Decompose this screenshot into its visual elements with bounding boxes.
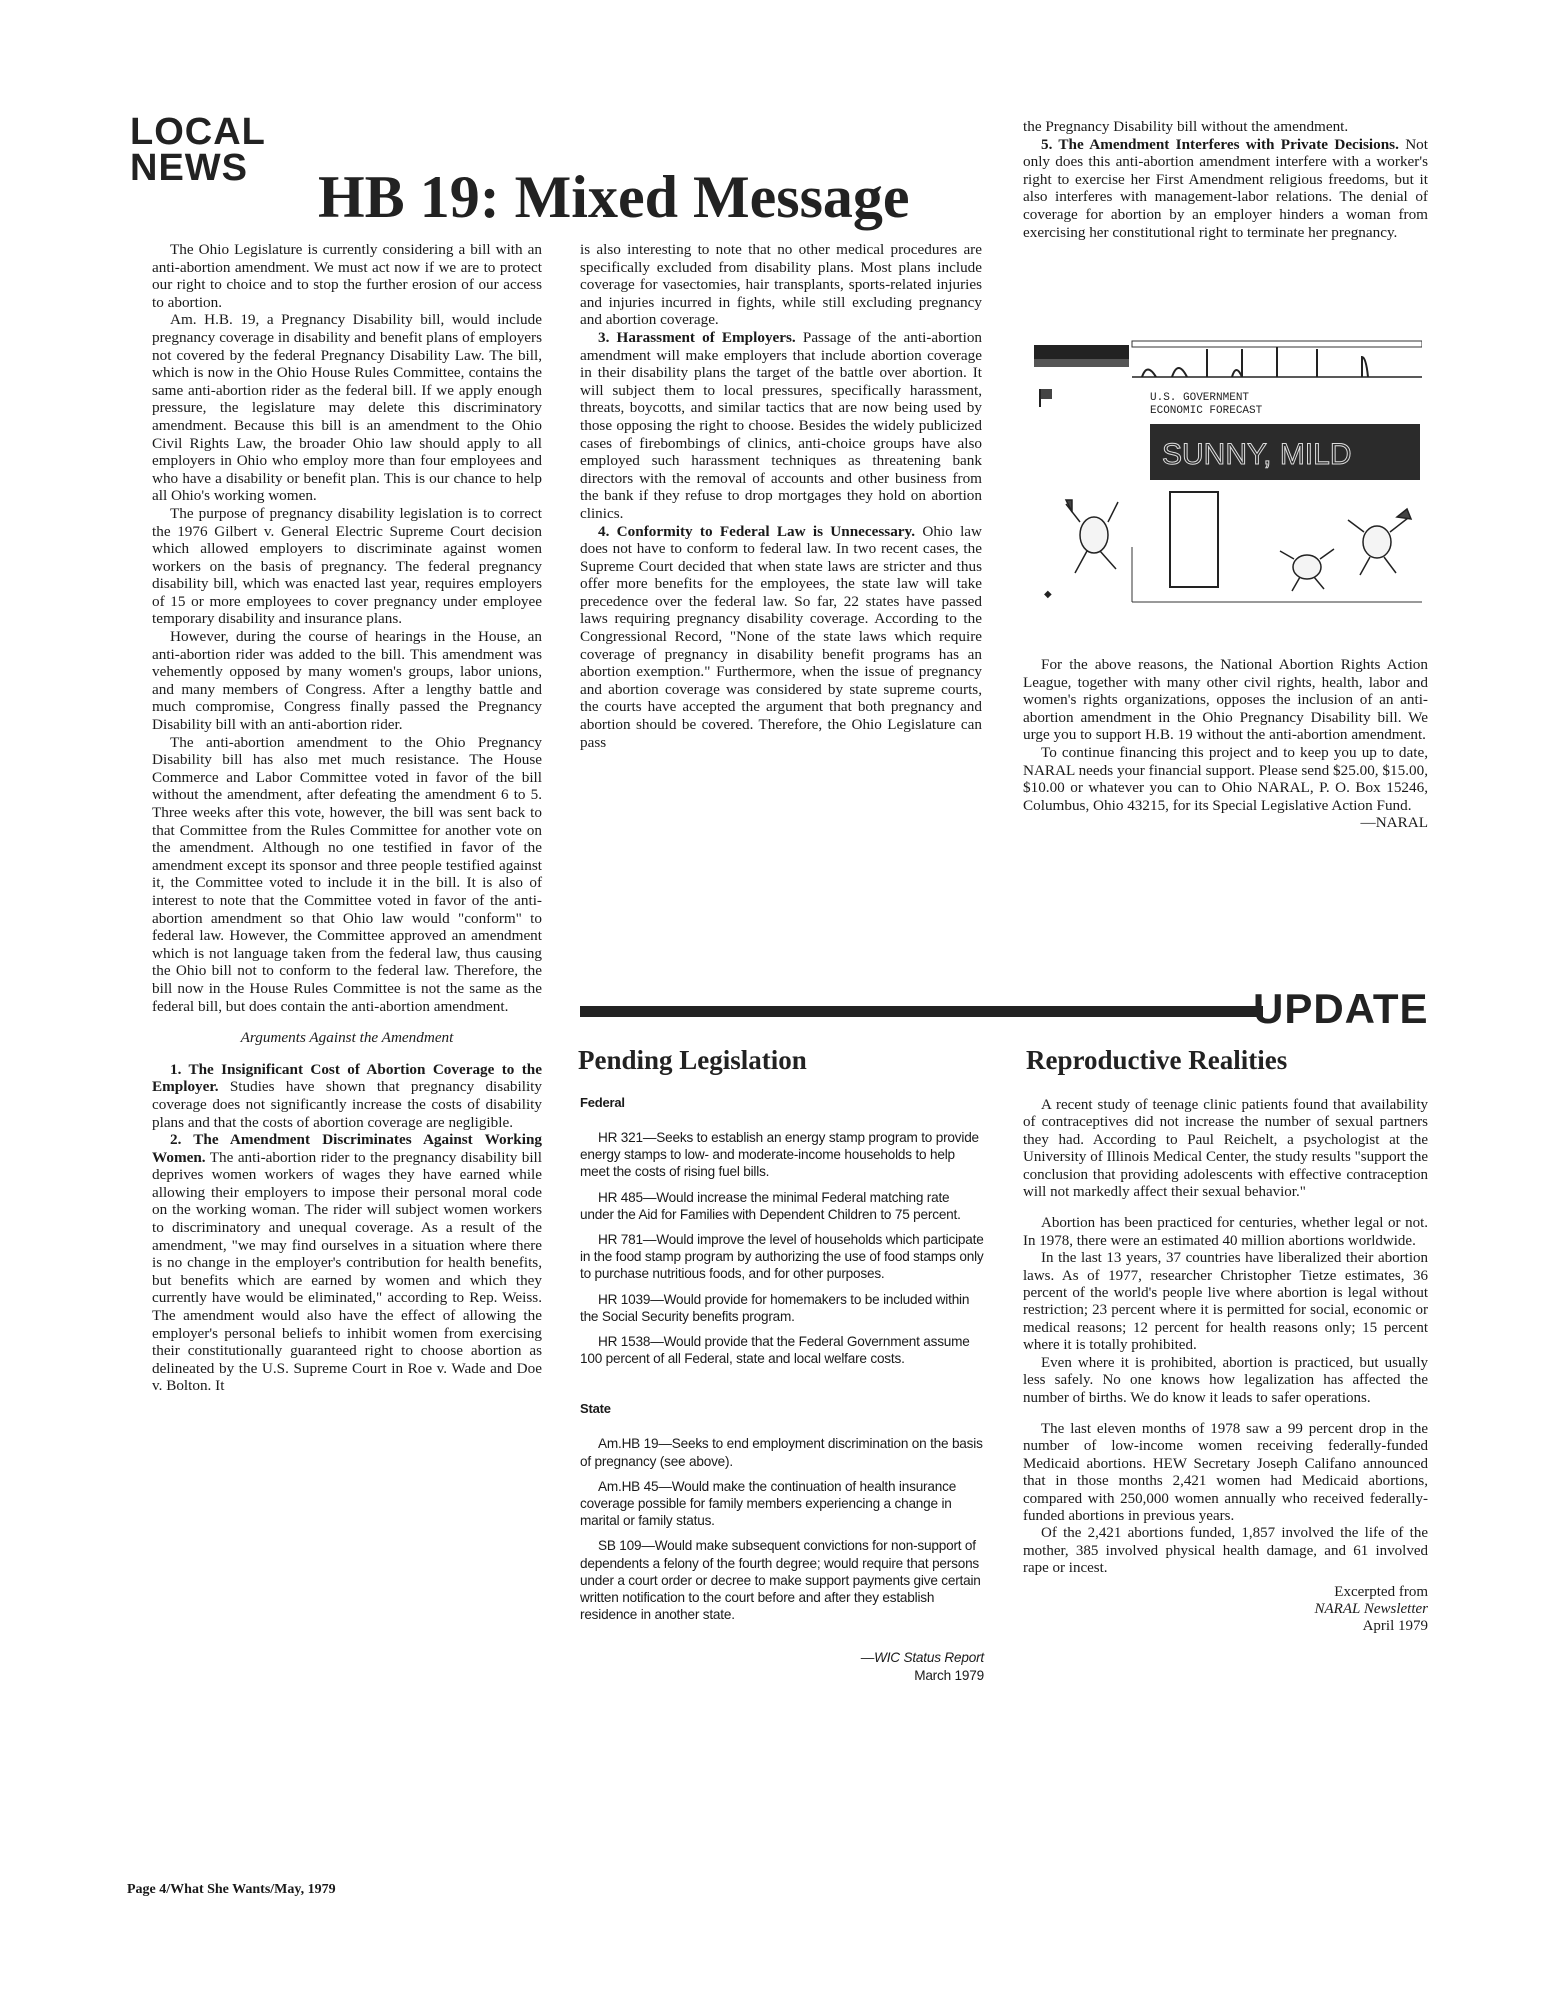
doorway xyxy=(1170,492,1218,587)
argument-body: The anti-abortion rider to the pregnancy disability bill deprives women workers of wages they have earned while allowing their employers to impose their personal moral code on the working woman. The rider will subject women workers to discriminatory and unequal coverage. As a result of the amendment, "we may find ourselves in a situation where there is no change in the employer's contribution for health benefits, but benefits which are earned by women and which they currently have would be eliminated," according to Rep. Weiss. The amendment would also have the effect of allowing the employer's personal beliefs to inhibit women from exercising their constitutionally guaranteed right to choose abortion as delineated by the U.S. Supreme Court in Roe v. Wade and Doe v. Bolton. It xyxy=(152,1148,542,1395)
state-item: Am.HB 45—Would make the continuation of health insurance coverage possible for family members experiencing a change in marital or family status. xyxy=(580,1478,957,1529)
section-label-line2: NEWS xyxy=(130,147,248,189)
paragraph: The last eleven months of 1978 saw a 99 percent drop in the number of low-income women receiving federally-funded Medicaid abortions. HEW Secretary Joseph Califano announced that in those months 2,421 women had Medicaid abortions, compared with 250,000 women annually who received federally-funded abortions in previous years. xyxy=(1023,1420,1428,1524)
paragraph: A recent study of teenage clinic patients found that availability of contraceptives did not increase the number of sexual partners they had. According to Paul Reichelt, a psychologist at the University of Illinois Medical Center, the study results "support the conclusion that providing adolescents with effective contraception will not markedly affect their sexual behavior." xyxy=(1023,1097,1428,1201)
argument-title: 1. The Insignificant Cost of Abortion Coverage to the Employer. xyxy=(152,1060,542,1096)
paragraph: The anti-abortion amendment to the Ohio Pregnancy Disability bill has also met much resistance. The House Commerce and Labor Committee voted in favor of the bill without the amendment, after defeating the amendment 6 to 5. Three weeks after this vote, however, the bill was sent back to that Committee from the Rules Committee for another vote on the amendment. Although no one testified in favor of the amendment except its sponsor and three people testified against it, the Committee voted to include it in the bill. It is also of interest to note that the Committee voted in favor of the anti-abortion amendment so that Ohio law would "conform" to federal law. However, the Committee approved an amendment which is not language taken from the federal law, thus causing the Ohio bill not to conform to the federal law. Therefore, the bill now in the House Rules Committee is not the same as the federal bill, but does contain the anti-abortion amendment. xyxy=(152,733,542,1015)
realities-credit-line2: NARAL Newsletter xyxy=(1314,1600,1428,1617)
forecast-board-text: SUNNY, MILD xyxy=(1162,438,1352,471)
realities-credit-line3: April 1979 xyxy=(1362,1618,1428,1635)
paragraph: Of the 2,421 abortions funded, 1,857 involved the life of the mother, 385 involved physical health damage, and 61 involved rape or incest. xyxy=(1023,1525,1428,1577)
argument-item xyxy=(152,1061,542,1131)
federal-item: HR 321—Seeks to establish an energy stamp program to provide energy stamps to low- and moderate-income households to help meet the costs of rising fuel bills. xyxy=(580,1130,979,1180)
article-column-2 xyxy=(580,241,982,751)
article-column-1 xyxy=(152,241,542,1395)
argument-body: Ohio law does not have to conform to federal law. In two recent cases, the Supreme Court decided that when state laws are stricter and thus offer more benefits for the employees, the state law will take precedence over the federal law. So far, 22 states have passed laws requiring pregnancy disability coverage. According to the Congressional Record, "None of the state laws which require coverage of pregnancy in disability benefit programs has an abortion exemption." Furthermore, when the issue of pregnancy and abortion coverage was considered by state supreme courts, the courts have accepted the argument that both pregnancy and abortion should be covered. Therefore, the Ohio Legislature can pass xyxy=(580,522,982,751)
section-label xyxy=(130,111,266,189)
editorial-cartoon xyxy=(1032,337,1422,612)
paragraph: Am. H.B. 19, a Pregnancy Disability bill, would include pregnancy coverage in disability and benefit plans of employers not covered by the federal Pregnancy Disability Law. The bill, which is now in the Ohio House Rules Committee, contains the same anti-abortion rider as the federal bill. If we apply enough pressure, the legislature may delete this discriminatory amendment. Because this bill is an amendment to the Ohio Civil Rights Law, the broader Ohio law should apply to all employers in Ohio who employ more than four employees and who have a disability or benefit plan. This is our chance to help all Ohio's working women. xyxy=(152,311,542,505)
pending-credit-source: —WIC Status Report xyxy=(860,1650,984,1666)
article-column-3-bottom xyxy=(1023,656,1428,832)
running-figure-1 xyxy=(1066,500,1118,573)
reproductive-realities xyxy=(1023,1097,1428,1636)
sign-line1: U.S. GOVERNMENT xyxy=(1150,392,1250,404)
paragraph: In the last 13 years, 37 countries have liberalized their abortion laws. As of 1977, researcher Christopher Tietze estimates, 36 percent of the world's people live where abortion is legal without restriction; 23 percent where it is permitted for social, economic or medical reasons; 12 percent for health reasons only; 15 percent where it is totally prohibited. xyxy=(1023,1250,1428,1354)
cartoon-drawing xyxy=(1032,337,1422,612)
running-figure-2 xyxy=(1280,549,1334,591)
realities-credit-line1: Excerpted from xyxy=(1334,1583,1428,1600)
signature: —NARAL xyxy=(1360,814,1428,832)
state-label: State xyxy=(580,1401,611,1417)
argument-title: 2. The Amendment Discriminates Against Working Women. xyxy=(152,1131,542,1166)
headline: HB 19: Mixed Message xyxy=(318,164,910,230)
paragraph: Abortion has been practiced for centuries, whether legal or not. In 1978, there were an estimated 40 million abortions worldwide. xyxy=(1023,1215,1428,1249)
sign-line2: ECONOMIC FORECAST xyxy=(1150,405,1263,417)
federal-item: HR 1538—Would provide that the Federal Government assume 100 percent of all Federal, state and local welfare costs. xyxy=(580,1334,970,1367)
realities-title: Reproductive Realities xyxy=(1026,1045,1288,1075)
article-column-3-top xyxy=(1023,118,1428,241)
arguments-heading: Arguments Against the Amendment xyxy=(240,1029,454,1047)
paragraph: Even where it is prohibited, abortion is practiced, but usually less safely. No one knows how legalization has affected the number of births. We do know it leads to safer operations. xyxy=(1023,1354,1428,1406)
paragraph: the Pregnancy Disability bill without the amendment. xyxy=(1023,118,1349,135)
update-rule xyxy=(580,1006,1263,1017)
pending-title: Pending Legislation xyxy=(578,1045,807,1075)
federal-item: HR 1039—Would provide for homemakers to be included within the Social Security benefits program. xyxy=(580,1291,970,1324)
argument-body: Studies have shown that pregnancy disability coverage does not significantly increase the costs of disability plans and that the costs of abortion coverage are negligible. xyxy=(152,1078,542,1131)
paragraph: The Ohio Legislature is currently considering a bill with an anti-abortion amendment. We must act now if we are to protect our right to choice and to stop the further erosion of our access to abortion. xyxy=(152,241,542,311)
federal-item: HR 485—Would increase the minimal Federal matching rate under the Aid for Families with Dependent Children to 75 percent. xyxy=(580,1189,961,1222)
argument-body: Not only does this anti-abortion amendment interfere with a worker's right to exercise her First Amendment religious freedoms, but it also interferes with management-labor relations. The denial of coverage for abortion by an employer hinders a woman from exercising her constitutional right to terminate her pregnancy. xyxy=(1023,135,1428,241)
paragraph: To continue financing this project and to keep you up to date, NARAL needs your financial support. Please send $25.00, $15.00, $10.00 or whatever you can to Ohio NARAL, P. O. Box 15246, Columbus, Ohio 43215, for its Special Legislative Action Fund. xyxy=(1023,743,1428,814)
svg-text:◆: ◆ xyxy=(1044,589,1052,600)
paragraph: For the above reasons, the National Abortion Rights Action League, together with many other civil rights, health, labor and women's rights organizations, opposes the inclusion of an anti-abortion amendment in the Ohio Pregnancy Disability bill. We urge you to support H.B. 19 without the anti-abortion amendment. xyxy=(1023,656,1428,744)
state-item: SB 109—Would make subsequent convictions for non-support of dependents a felony of the fourth degree; would require that persons under a court order or decree to make support payments give certain written notification to the court before and after they establish residence in another state. xyxy=(580,1538,981,1623)
argument-item xyxy=(580,523,982,752)
federal-item: HR 781—Would improve the level of households which participate in the food stamp program by authorizing the use of food stamps only to purchase nutritious foods, and for other purposes. xyxy=(580,1232,984,1282)
paragraph: However, during the course of hearings in the House, an anti-abortion rider was added to the bill. This amendment was vehemently opposed by many women's groups, labor unions, and many members of Congress. After a lengthy battle and much compromise, Congress finally passed the Pregnancy Disability bill with an anti-abortion rider. xyxy=(152,628,542,734)
argument-item xyxy=(1023,136,1428,242)
state-item: Am.HB 19—Seeks to end employment discrimination on the basis of pregnancy (see above). xyxy=(580,1436,983,1469)
argument-item xyxy=(152,1131,542,1395)
argument-title: 3. Harassment of Employers. xyxy=(598,328,796,346)
paragraph: The purpose of pregnancy disability legislation is to correct the 1976 Gilbert v. General Electric Supreme Court decision which allowed employers to discriminate against women workers on the basis of pregnancy. The federal pregnancy disability bill, which was enacted last year, requires employers of 15 or more employees to cover pregnancy under employee temporary disability and insurance plans. xyxy=(152,504,542,628)
section-label-line1: LOCAL xyxy=(130,111,266,153)
argument-title: 5. The Amendment Interferes with Private Decisions. xyxy=(1041,135,1399,153)
pending-legislation xyxy=(580,1095,984,1684)
pending-credit-date: March 1979 xyxy=(914,1667,984,1683)
argument-body: Passage of the anti-abortion amendment will make employers that include abortion coverage in their disability plans the target of the battle over abortion. It will subject them to local pressures, specifically harassment, threats, boycotts, and similar tactics that are now being used by those opposing the right to choose. Besides the widely publicized cases of firebombings of clinics, anti-choice groups have also employed such harassment techniques as threatening bank directors with the removal of accounts and other business from the bank if they refuse to drop mortgages they hold on abortion clinics. xyxy=(580,328,983,522)
page-footer: Page 4/What She Wants/May, 1979 xyxy=(127,1882,336,1897)
flag-icon xyxy=(1040,389,1052,399)
update-label: UPDATE xyxy=(1253,985,1429,1032)
running-figure-3 xyxy=(1348,509,1411,575)
argument-title: 4. Conformity to Federal Law is Unnecessary. xyxy=(598,522,916,540)
federal-label: Federal xyxy=(580,1095,625,1110)
paragraph: is also interesting to note that no other medical procedures are specifically excluded from disability plans. Most plans include coverage for vasectomies, hair transplants, sports-related injuries and injuries incurred in fights, while still excluding pregnancy and abortion coverage. xyxy=(580,241,982,329)
argument-item xyxy=(580,329,982,523)
